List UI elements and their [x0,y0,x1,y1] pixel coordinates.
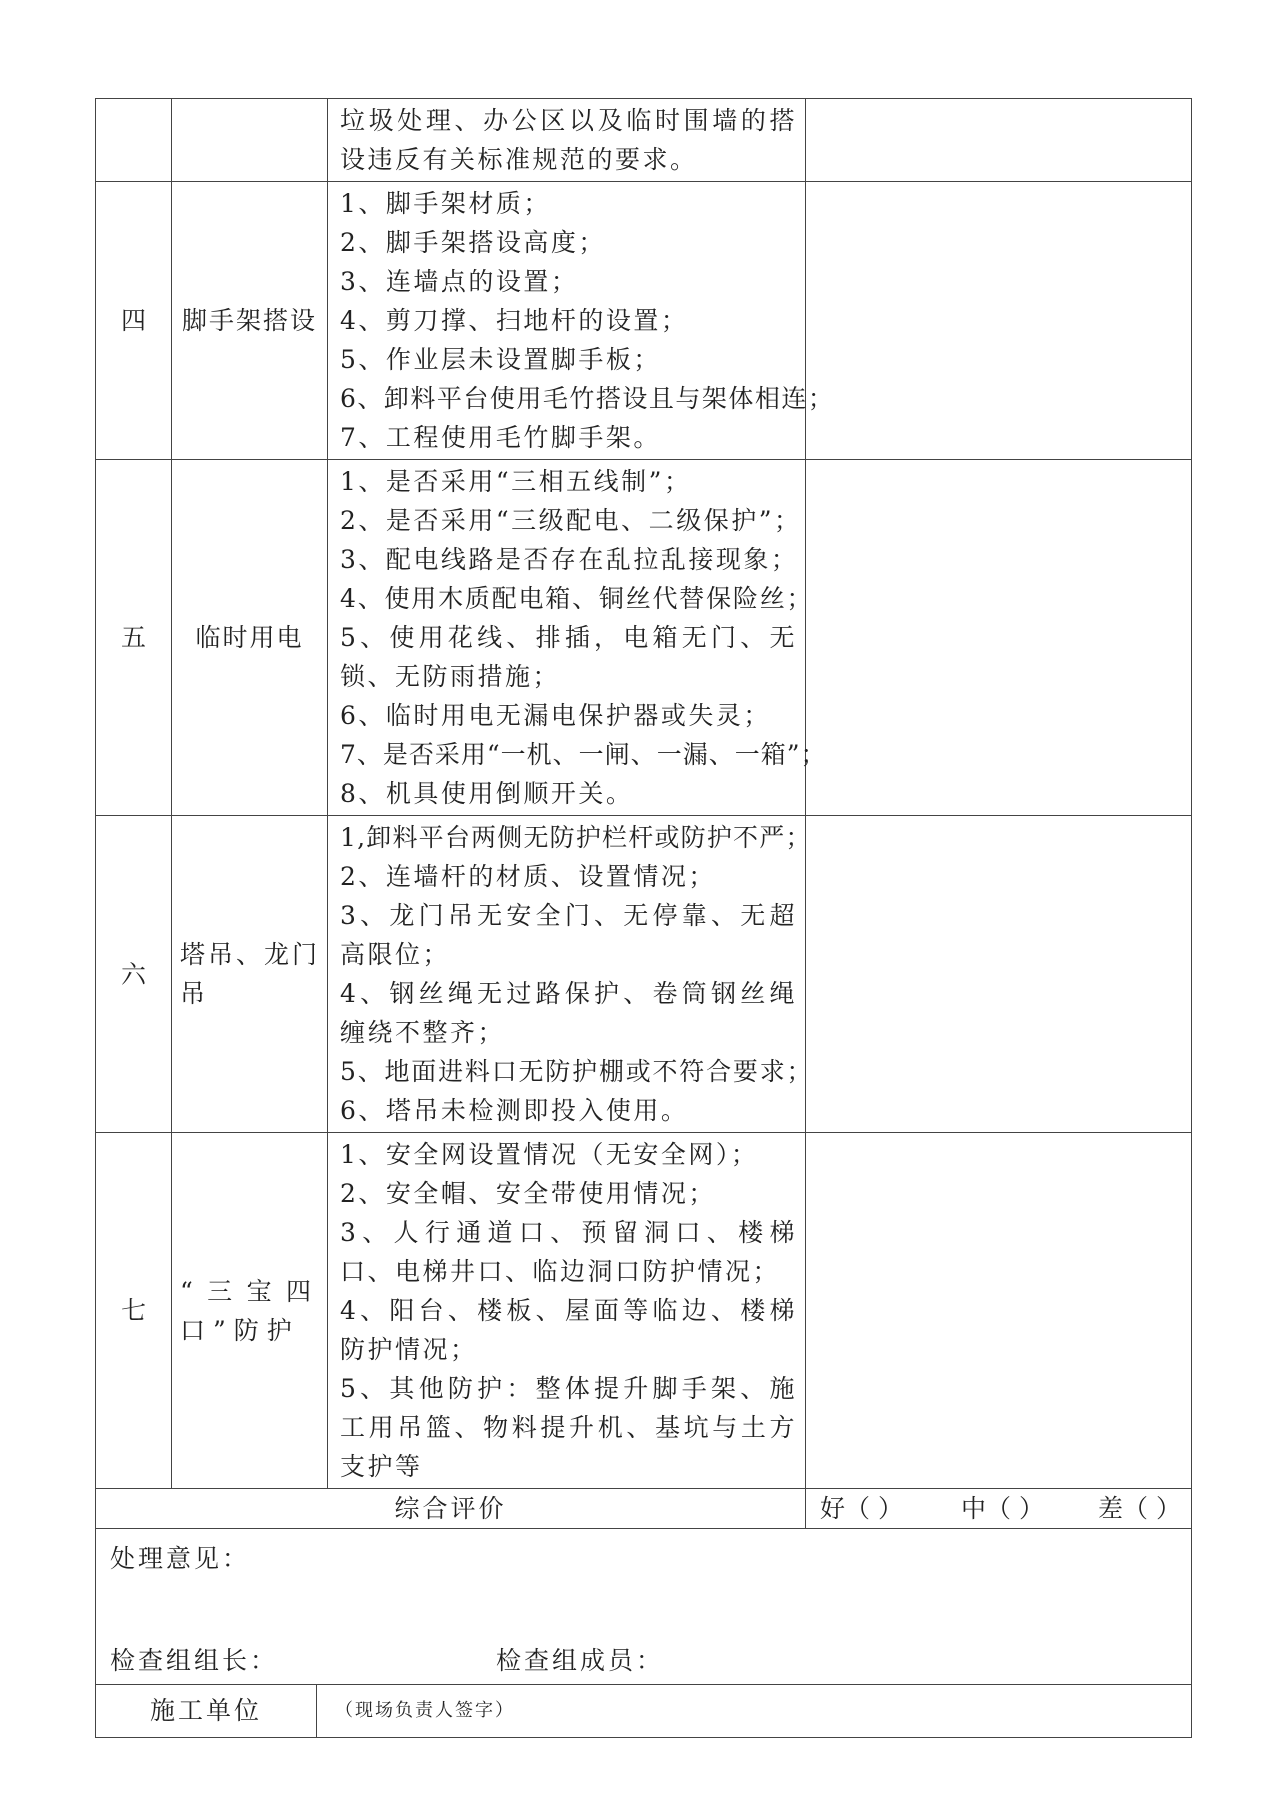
list-item: 4、使用木质配电箱、铜丝代替保险丝； [340,584,814,613]
section-category: 临时用电 [172,460,328,816]
list-item: 8、机具使用倒顺开关。 [340,779,634,808]
list-item: 4、钢丝绳无过路保护、卷筒钢丝绳缠绕不整齐； [340,979,797,1047]
list-item: 3、人行通道口、预留洞口、楼梯口、电梯井口、临边洞口防护情况； [340,1218,797,1286]
result-cell[interactable] [806,816,1192,1133]
list-item: 2、安全帽、安全带使用情况； [340,1179,716,1208]
items-cell [328,99,806,182]
list-item: 7、工程使用毛竹脚手架。 [340,423,661,452]
section-category: 塔吊、龙门吊 [172,816,328,1133]
evaluation-label: 综合评价 [96,1489,806,1529]
list-item: 3、龙门吊无安全门、无停靠、无超高限位； [340,901,797,969]
table-row-section-5 [96,460,1192,816]
list-item: 1、脚手架材质； [340,189,551,218]
opinion-label: 处理意见： [110,1544,251,1573]
list-item: 6、临时用电无漏电保护器或失灵； [340,701,771,730]
list-item: 6、塔吊未检测即投入使用。 [340,1096,689,1125]
table-row-section-6 [96,816,1192,1133]
inspection-form [95,98,1191,1738]
list-item: 2、脚手架搭设高度； [340,228,606,257]
list-item: 1,卸料平台两侧无防护栏杆或防护不严； [340,823,812,852]
category-cell [172,99,328,182]
section-items [328,182,835,460]
signature-table [95,1684,1192,1738]
result-cell[interactable] [806,99,1192,182]
member-label: 检查组成员： [496,1646,665,1675]
evaluation-poor-option[interactable]: 差（ ） [1098,1494,1181,1523]
list-item: 2、是否采用“三级配电、二级保护”； [340,506,802,535]
list-item: 3、配电线路是否存在乱拉乱接现象； [340,545,799,574]
list-item: 2、连墙杆的材质、设置情况； [340,862,716,891]
section-number: 六 [96,816,172,1133]
list-item: 5、地面进料口无防护棚或不符合要求； [340,1057,814,1086]
list-item: 1、安全网设置情况（无安全网）； [340,1140,759,1169]
table-row-section-7 [96,1133,1192,1489]
signature-row [96,1684,1192,1737]
list-item: 垃圾处理、办公区以及临时围墙的搭设违反有关标准规范的要求。 [340,106,797,174]
list-item: 5、其他防护：整体提升脚手架、施工用吊篮、物料提升机、基坑与土方支护等 [340,1374,797,1481]
result-cell[interactable] [806,182,1192,460]
list-item: 4、阳台、楼板、屋面等临边、楼梯防护情况； [340,1296,797,1364]
list-item: 1、是否采用“三相五线制”； [340,467,692,496]
table-row-section-4 [96,182,1192,460]
evaluation-medium-option[interactable]: 中（ ） [961,1494,1044,1523]
section-items [328,460,827,816]
construction-unit-signature[interactable]: （现场负责人签字） [317,1684,1192,1737]
section-category: “三宝四口”防护 [172,1133,328,1489]
result-cell[interactable] [806,1133,1192,1489]
section-number: 四 [96,182,172,460]
evaluation-row [96,1489,1192,1529]
construction-unit-label: 施工单位 [96,1684,317,1737]
opinion-cell[interactable] [96,1529,1192,1685]
section-category: 脚手架搭设 [172,182,328,460]
list-item: 7、是否采用“一机、一闸、一漏、一箱”； [340,740,827,769]
table-row-continuation [96,99,1192,182]
evaluation-options [806,1489,1192,1529]
section-number: 七 [96,1133,172,1489]
section-number: 五 [96,460,172,816]
opinion-row [96,1529,1192,1685]
list-item: 5、作业层未设置脚手板； [340,345,661,374]
list-item: 5、使用花线、排插，电箱无门、无锁、无防雨措施； [340,623,797,691]
list-item: 6、卸料平台使用毛竹搭设且与架体相连； [340,384,835,413]
leader-label: 检查组组长： [110,1646,279,1675]
number-cell [96,99,172,182]
section-items [328,816,814,1133]
result-cell[interactable] [806,460,1192,816]
list-item: 4、剪刀撑、扫地杆的设置； [340,306,689,335]
section-items [328,1133,806,1489]
inspection-table [95,98,1192,1685]
list-item: 3、连墙点的设置； [340,267,579,296]
evaluation-good-option[interactable]: 好（ ） [820,1494,903,1523]
